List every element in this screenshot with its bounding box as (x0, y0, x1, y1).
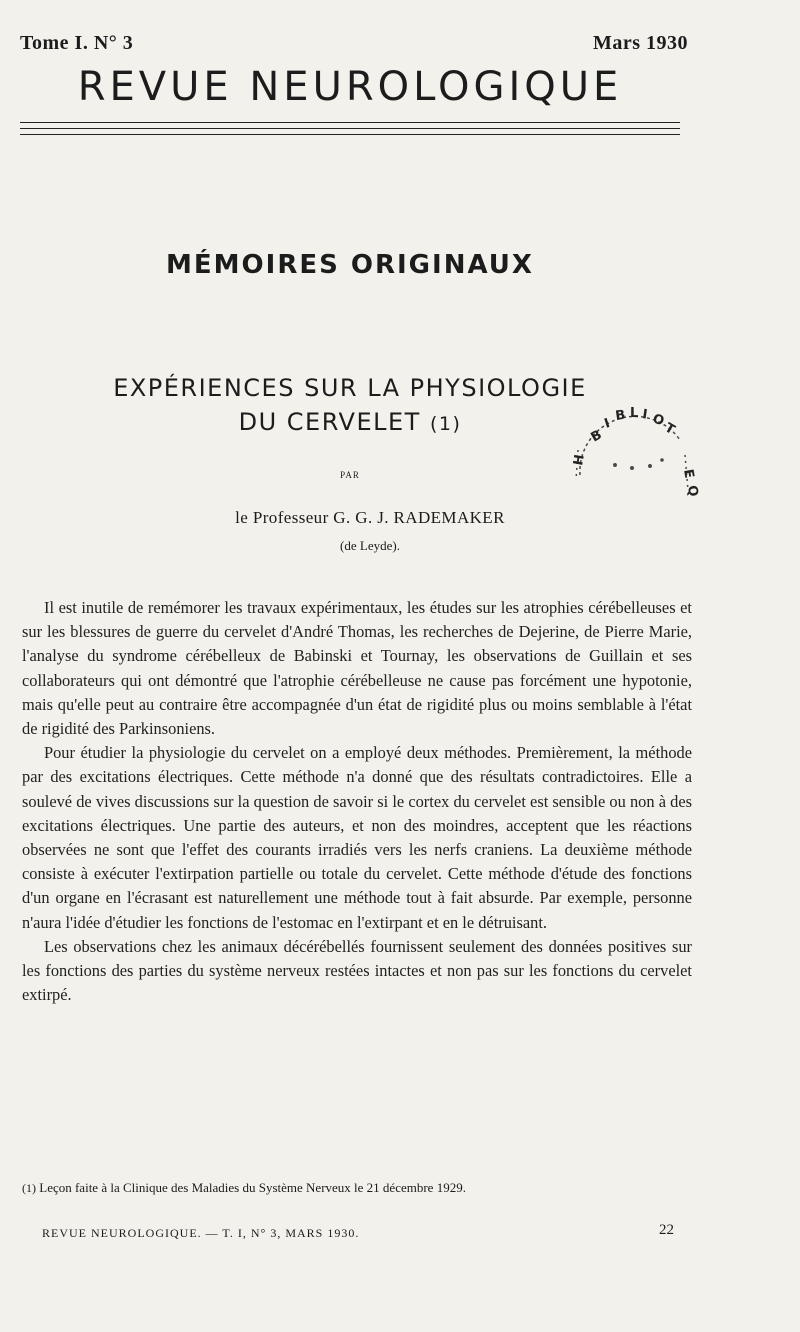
svg-text:E: E (680, 468, 697, 480)
svg-text:B: B (614, 407, 627, 424)
paragraph: Les observations chez les animaux décérébellés fournissent seulement des données positives sur les fonctions des parties du système nerveux restées intactes et non pas sur les fonctions du cervelet extirpé. (22, 936, 692, 1005)
article-title-text: DU CERVELET (238, 408, 421, 436)
paragraph: Il est inutile de remémorer les travaux expérimentaux, les études sur les atrophies cérébelleuses et sur les blessures de guerre du cervelet d'André Thomas, les recherches de Dejerine, de Pierre Marie, l'analyse du syndrome cérébelleux de Babinski et Tournay, les observations de Guillain et ses collaborateurs qui ont démontré que l'atrophie cérébelleuse ne cause pas forcément une hypotonie, mais qu'elle peut au contraire être accompagnée d'un état de rigidité plus ou moins semblable à l'état de rigidité des Parkinsoniens. (22, 598, 692, 739)
section-heading: MÉMOIRES ORIGINAUX (166, 250, 534, 280)
article-title-line-1: EXPÉRIENCES SUR LA PHYSIOLOGIE (113, 374, 587, 402)
footnote-text: Leçon faite à la Clinique des Maladies du Système Nerveux le 21 décembre 1929. (39, 1180, 466, 1195)
title-footnote-ref: (1) (429, 413, 462, 435)
svg-text:H: H (571, 453, 588, 467)
footnote (22, 1180, 692, 1196)
svg-text:Q: Q (684, 484, 700, 498)
page-number: 22 (659, 1222, 674, 1238)
author-affiliation: (de Leyde). (340, 538, 400, 553)
svg-text:I: I (641, 407, 649, 423)
paragraph: Pour étudier la physiologie du cervelet on a employé deux méthodes. Premièrement, la méthode par des excitations électriques. Cette méthode n'a donné que des résultats contradictoires. Elle a soulevé de vives discussions sur la question de savoir si le cortex du cervelet est sensible ou non à des excitations électriques. Une partie des auteurs, et non des moindres, acceptent que les réactions observées ne sont que l'effet des courants irradiés vers les nerfs craniens. La deuxième méthode consiste à exécuter l'extirpation partielle ou totale du cervelet. Cette méthode d'étude des fonctions d'un organe en l'écrasant est naturellement une méthode tout à fait absurde. Par exemple, personne n'aura l'idée d'étudier les fonctions de l'estomac en l'extirpant et en le détruisant. (22, 743, 692, 932)
svg-text:L: L (630, 406, 639, 421)
article-body (22, 596, 692, 1007)
library-stamp-icon (560, 380, 700, 520)
journal-title: REVUE NEUROLOGIQUE (77, 64, 623, 110)
author-name: le Professeur G. G. J. RADEMAKER (235, 508, 505, 527)
svg-text:O: O (650, 411, 666, 430)
running-footer: REVUE NEUROLOGIQUE. — T. I, N° 3, MARS 1930. (42, 1226, 360, 1240)
header-rule (20, 128, 680, 129)
svg-text:T: T (662, 420, 678, 438)
footnote-mark: (1) (22, 1181, 36, 1195)
volume-issue: Tome I. N° 3 (20, 32, 134, 54)
byline-prefix: PAR (340, 470, 360, 480)
svg-text:I: I (602, 416, 612, 432)
article-title-line-2 (60, 408, 640, 436)
header-rule (20, 122, 680, 123)
issue-date: Mars 1930 (592, 32, 688, 54)
header-rule (20, 134, 680, 135)
svg-text:B: B (588, 427, 605, 446)
